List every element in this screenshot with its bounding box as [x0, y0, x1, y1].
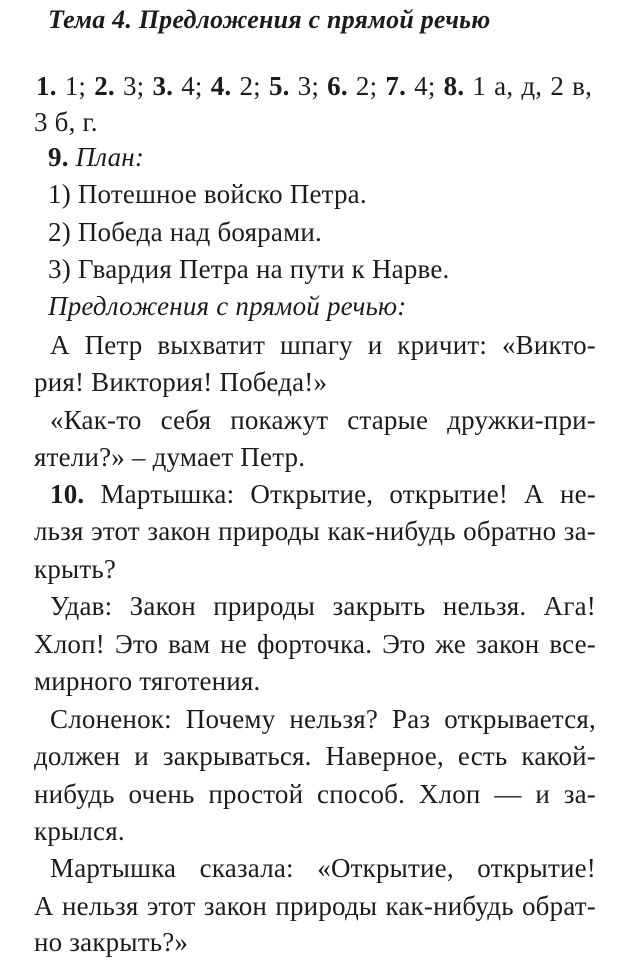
- dialogue-line: крыть?: [34, 554, 117, 584]
- speech-label: Предложения с прямой речью:: [48, 291, 407, 321]
- task-9-header: [48, 141, 144, 173]
- answer-number: 3.: [152, 71, 174, 101]
- dialogue-line: но закрыть?»: [34, 927, 189, 957]
- answer-number: 8.: [443, 71, 465, 101]
- speech-sentence-1-line-2: рия! Виктория! Победа!»: [34, 367, 328, 397]
- answer-value: 1 а, д, 2 в,: [464, 71, 593, 101]
- page-title: Тема 4. Предложения с прямой речью: [48, 5, 491, 34]
- answers-line: [36, 70, 592, 102]
- answer-number: 6.: [327, 71, 348, 101]
- dialogue-line: А нельзя этот закон природы как-нибудь обрат-: [34, 891, 596, 921]
- answer-number: 1.: [36, 71, 57, 101]
- answer-value: 2;: [347, 71, 386, 101]
- dialogue-line: Хлоп! Это вам не форточка. Это же закон все-: [34, 629, 596, 659]
- answers-continuation: 3 б, г.: [34, 107, 98, 137]
- dialogue-line: нибудь очень простой способ. Хлоп — и за-: [34, 779, 596, 809]
- plan-item: 2) Победа над боярами.: [48, 217, 322, 247]
- dialogue-text: Мартышка: Открытие, открытие! А не-: [84, 479, 596, 509]
- dialogue-line: Удав: Закон природы закрыть нельзя. Ага!: [50, 591, 596, 621]
- dialogue-line: льзя этот закон природы как-нибудь обратно за-: [34, 516, 596, 546]
- task-10-line-1: [50, 478, 596, 510]
- plan-label: План:: [68, 142, 145, 172]
- answer-number: 7.: [385, 71, 407, 101]
- answer-value: 1;: [56, 71, 95, 101]
- dialogue-line: Слоненок: Почему нельзя? Раз открывается,: [50, 704, 596, 734]
- task-number: 9.: [48, 142, 69, 172]
- plan-item: 3) Гвардия Петра на пути к Нарве.: [48, 254, 450, 284]
- dialogue-line: крылся.: [34, 816, 125, 846]
- dialogue-line: должен и закрываться. Наверное, есть какой-: [34, 741, 596, 771]
- dialogue-line: мирного тяготения.: [34, 666, 261, 696]
- answer-value: 2;: [231, 71, 269, 101]
- task-number: 10.: [50, 479, 85, 509]
- speech-sentence-1-line-1: А Петр выхватит шпагу и кричит: «Викто-: [50, 330, 596, 360]
- answer-number: 2.: [94, 71, 115, 101]
- speech-sentence-2-line-2: ятели?» – думает Петр.: [34, 442, 306, 472]
- answer-number: 4.: [210, 71, 232, 101]
- plan-item: 1) Потешное войско Петра.: [48, 179, 367, 209]
- answer-value: 3;: [289, 71, 328, 101]
- dialogue-line: Мартышка сказала: «Открытие, открытие!: [50, 853, 596, 883]
- answer-value: 3;: [114, 71, 153, 101]
- answer-number: 5.: [268, 71, 290, 101]
- speech-sentence-2-line-1: «Как-то себя покажут старые дружки-при-: [50, 405, 596, 435]
- answer-value: 4;: [173, 71, 211, 101]
- answer-value: 4;: [406, 71, 444, 101]
